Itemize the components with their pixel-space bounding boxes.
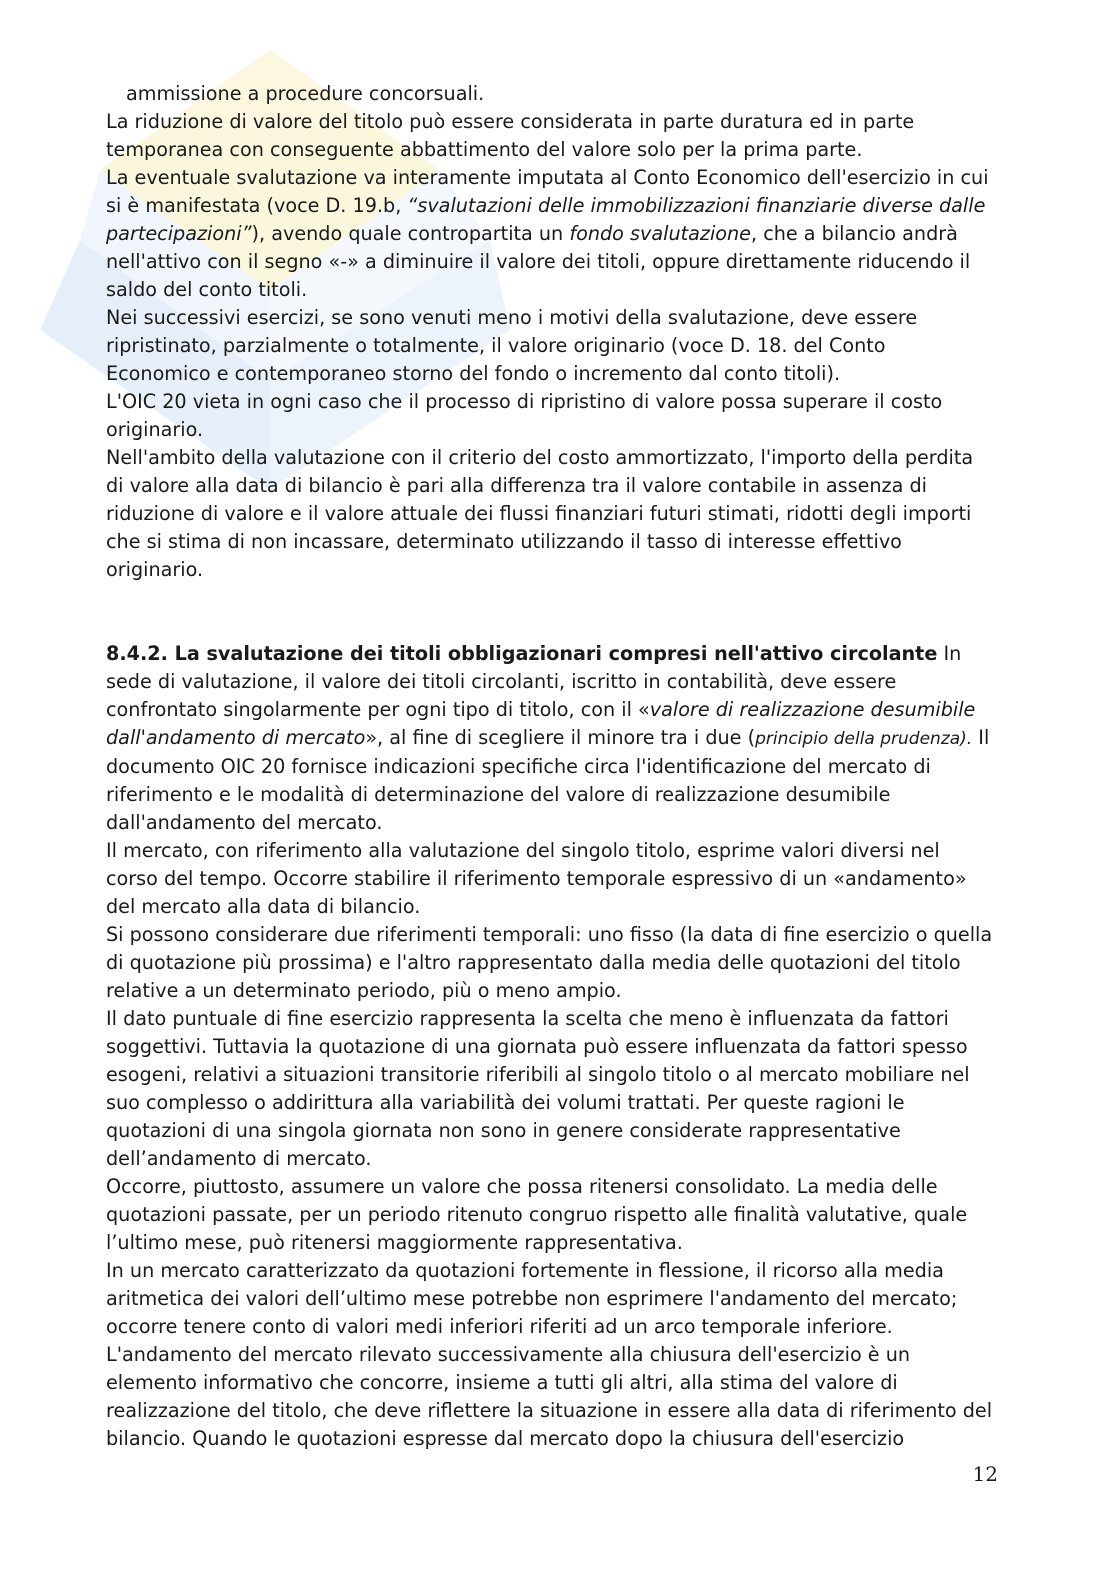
paragraph-year-end-quote: Il dato puntuale di fine esercizio rappresenta la scelta che meno è influenzata da fattori soggettivi. Tuttavia la quotazione di una giornata può essere influenzata da fattori spesso esogeni, relativi a situazioni transitorie riferibili al singolo titolo o al mercato mobiliare nel suo complesso o addirittura alla variabilità dei volumi trattati. Per queste ragioni le quotazioni di una singola giornata non sono in genere considerate rappresentative dell’andamento di mercato.: [106, 1007, 970, 1170]
text-run: In sede di valutazione, il valore dei titoli circolanti, iscritto in contabilità, deve essere confrontato singolarmente per ogni tipo di titolo, con il «: [106, 642, 962, 721]
paragraph-time-references: Si possono considerare due riferimenti temporali: uno fisso (la data di fine esercizio o quella di quotazione più prossima) e l'altro rappresentato dalla media delle quotazioni del titolo relative a un determinato periodo, più o meno ampio.: [106, 923, 993, 1002]
paragraph-value-reduction: La riduzione di valore del titolo può essere considerata in parte duratura ed in parte temporanea con conseguente abbattimento del valore solo per la prima parte.: [106, 110, 915, 161]
paragraph-spacer: [106, 612, 996, 640]
text-run: , che a bilancio andrà nell'attivo con il segno «-» a diminuire il valore dei titoli, oppure direttamente riducendo il saldo del conto titoli.: [106, 222, 971, 301]
italic-text: fondo svalutazione: [569, 222, 751, 245]
paragraph-consolidated-value: Occorre, piuttosto, assumere un valore che possa ritenersi consolidato. La media delle quotazioni passate, per un periodo ritenuto congruo rispetto alle finalità valutative, quale l’ultimo mese, può ritenersi maggiormente rappresentativa.: [106, 1175, 968, 1254]
paragraph-oic20-limit: L'OIC 20 vieta in ogni caso che il processo di ripristino di valore possa superare il costo originario.: [106, 390, 943, 441]
text-run: La eventuale svalutazione va interamente imputata al Conto Economico dell'esercizio in cui si è manifestata (voce D. 19.b,: [106, 166, 989, 217]
paragraph-impairment-charge: [106, 164, 996, 304]
italic-text: valore di realizzazione desumibile dall'andamento di mercato: [106, 698, 976, 749]
text-run: Il documento OIC 20 fornisce indicazioni specifiche circa l'identificazione del mercato di riferimento e le modalità di determinazione del valore di realizzazione desumibile dall'andamento del mercato.: [106, 726, 990, 834]
italic-text: principio della prudenza).: [755, 729, 973, 749]
paragraph-subsequent-events: L'andamento del mercato rilevato successivamente alla chiusura dell'esercizio è un elemento informativo che concorre, insieme a tutti gli altri, alla stima del valore di realizzazione del titolo, che deve riflettere la situazione in essere alla data di riferimento del bilancio. Quando le quotazioni espresse dal mercato dopo la chiusura dell'esercizio: [106, 1343, 993, 1450]
page-number: 12: [972, 1462, 998, 1486]
paragraph-section-heading: [106, 640, 996, 837]
paragraph-value-reinstatement: Nei successivi esercizi, se sono venuti meno i motivi della svalutazione, deve essere ripristinato, parzialmente o totalmente, il valore originario (voce D. 18. del Conto Economico e contemporaneo storno del fondo o incremento dal conto titoli).: [106, 306, 918, 385]
paragraph-continuation: ammissione a procedure concorsuali.: [126, 82, 485, 105]
paragraph-spacer: [106, 584, 996, 612]
document-body: [106, 80, 996, 1453]
italic-text: “svalutazioni delle immobilizzazioni finanziarie diverse dalle partecipazioni”: [106, 194, 986, 245]
paragraph-declining-market: In un mercato caratterizzato da quotazioni fortemente in flessione, il ricorso alla media aritmetica dei valori dell’ultimo mese potrebbe non esprimere l'andamento del mercato; occorre tenere conto di valori medi inferiori riferiti ad un arco temporale inferiore.: [106, 1259, 958, 1338]
text-run: », al fine di scegliere il minore tra i due (: [365, 726, 756, 749]
section-heading: 8.4.2. La svalutazione dei titoli obbligazionari compresi nell'attivo circolante: [106, 642, 938, 665]
paragraph-market-reference: Il mercato, con riferimento alla valutazione del singolo titolo, esprime valori diversi nel corso del tempo. Occorre stabilire il riferimento temporale espressivo di un «andamento» del mercato alla data di bilancio.: [106, 839, 967, 918]
paragraph-amortized-cost: Nell'ambito della valutazione con il criterio del costo ammortizzato, l'importo della perdita di valore alla data di bilancio è pari alla differenza tra il valore contabile in assenza di riduzione di valore e il valore attuale dei flussi finanziari futuri stimati, ridotti degli importi che si stima di non incassare, determinato utilizzando il tasso di interesse effettivo originario.: [106, 446, 974, 581]
text-run: ), avendo quale contropartita un: [251, 222, 570, 245]
